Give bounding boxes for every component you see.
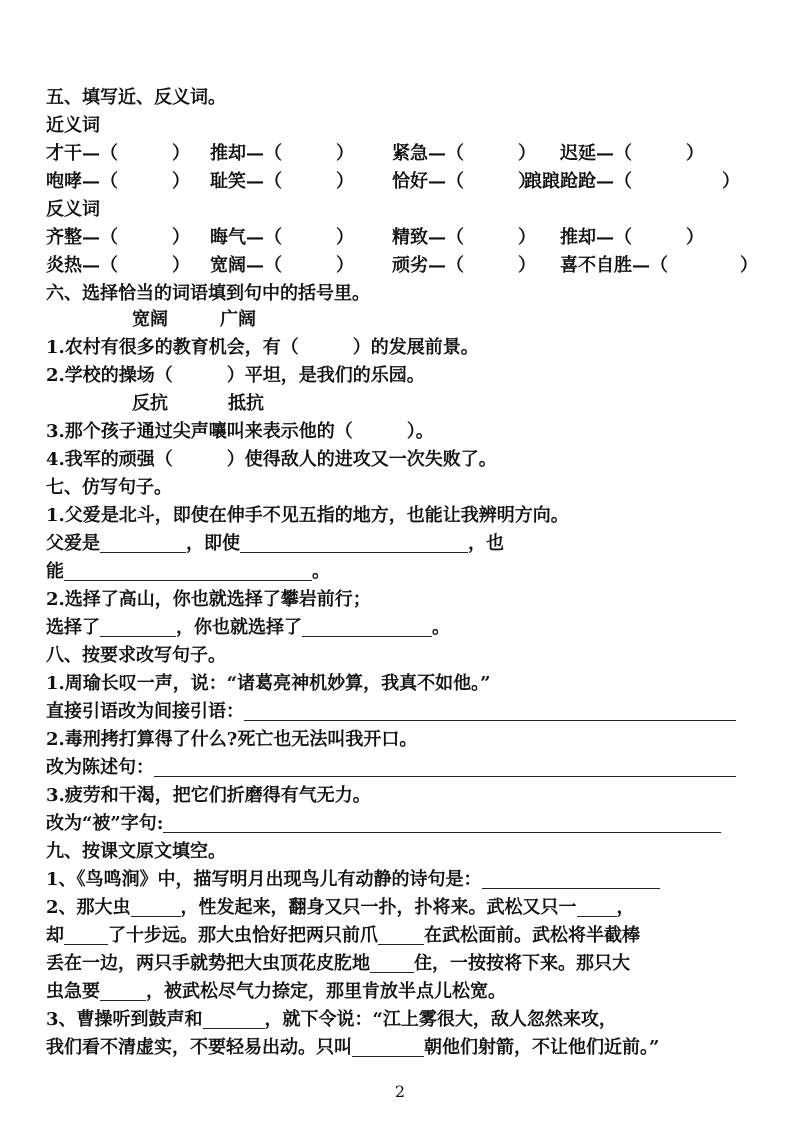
- anti-item: 齐整—（ ）: [46, 227, 190, 248]
- s7-answer-1-line-2: 能 。: [46, 561, 330, 582]
- section-8-title: 八、按要求改写句子。: [46, 645, 226, 666]
- near-item: 耻笑—（ ）: [210, 171, 354, 192]
- word-choice: 反抗: [132, 393, 168, 414]
- s8-answer-2: 改为陈述句：: [46, 754, 756, 782]
- s7-question-2: 2.选择了高山，你也就选择了攀岩前行；: [46, 589, 371, 610]
- s7-answer-1-line-1: 父爱是 ，即使 ，也: [46, 533, 504, 554]
- answer-blank[interactable]: [131, 896, 181, 917]
- answer-blank[interactable]: [352, 1036, 424, 1057]
- section-9-title: 九、按课文原文填空。: [46, 841, 226, 862]
- page-number: 2: [394, 1082, 406, 1101]
- s9-q2-line-2: 却 了十步远。那大虫恰好把两只前爪 在武松面前。武松将半截棒: [46, 925, 640, 946]
- near-item: 恰好—（ ）: [392, 171, 536, 192]
- s7-question-1: 1.父爱是北斗，即使在伸手不见五指的地方，也能让我辨明方向。: [46, 505, 569, 526]
- s8-answer-3: 改为“被”字句:: [46, 810, 756, 838]
- s9-q2-line-3: 丢在一边，两只手就势把大虫顶花皮肐地 住，一按按将下来。那只大: [46, 953, 630, 974]
- answer-blank[interactable]: [100, 532, 186, 553]
- s8-question-2: 2.毒刑拷打算得了什么?死亡也无法叫我开口。: [46, 729, 418, 750]
- s6-question-2: 2.学校的操场（ ）平坦，是我们的乐园。: [46, 365, 425, 386]
- s6-question-1: 1.农村有很多的教育机会，有（ ）的发展前景。: [46, 337, 479, 358]
- near-item: 推却—（ ）: [210, 143, 354, 164]
- s6-question-4: 4.我军的顽强（ ）使得敌人的进攻又一次失败了。: [46, 449, 497, 470]
- anti-item: 晦气—（ ）: [210, 227, 354, 248]
- word-choice: 抵抗: [228, 393, 264, 414]
- anti-item: 喜不自胜—（ ）: [560, 255, 758, 276]
- s8-question-3: 3.疲劳和干渴，把它们折磨得有气无力。: [46, 785, 371, 806]
- answer-blank[interactable]: [64, 924, 108, 945]
- near-item: 才干—（ ）: [46, 143, 190, 164]
- answer-blank[interactable]: [64, 560, 312, 581]
- anti-row-2: [46, 252, 766, 280]
- answer-blank[interactable]: [100, 980, 146, 1001]
- s9-q2-line-4: 虫急要 ，被武松尽气力捺定，那里肯放半点儿松宽。: [46, 981, 506, 1002]
- s9-question-1: 1、《鸟鸣涧》中，描写明月出现鸟儿有动静的诗句是：: [46, 866, 660, 894]
- answer-blank[interactable]: [302, 616, 432, 637]
- answer-line[interactable]: [154, 756, 736, 777]
- near-item: 迟延—（ ）: [560, 143, 704, 164]
- anti-item: 精致—（ ）: [392, 227, 536, 248]
- s7-answer-2: 选择了 ，你也就选择了 。: [46, 617, 450, 638]
- answer-line[interactable]: [482, 868, 660, 889]
- anti-item: 顽劣—（ ）: [392, 255, 536, 276]
- near-item: 紧急—（ ）: [392, 143, 536, 164]
- section-5-title: 五、填写近、反义词。: [46, 87, 226, 108]
- s9-q2-line-1: 2、那大虫 ，性发起来，翻身又只一扑，扑将来。武松又只一 ，: [46, 897, 635, 918]
- anti-row-1: [46, 224, 766, 252]
- s6-question-3: 3.那个孩子通过尖声嚷叫来表示他的（ ）。: [46, 421, 434, 442]
- answer-blank[interactable]: [100, 616, 176, 637]
- near-row-2: [46, 168, 766, 196]
- s8-answer-1: 直接引语改为间接引语：: [46, 698, 756, 726]
- near-item: 咆哮—（ ）: [46, 171, 190, 192]
- answer-blank[interactable]: [203, 1008, 265, 1029]
- antonym-label: 反义词: [46, 199, 100, 220]
- anti-item: 炎热—（ ）: [46, 255, 190, 276]
- near-item: 踉踉跄跄—（ ）: [524, 171, 740, 192]
- near-row-1: [46, 140, 766, 168]
- s9-q3-line-2: 我们看不清虚实，不要轻易出动。只叫 朝他们射箭，不让他们近前。”: [46, 1037, 660, 1058]
- s8-question-1: 1.周瑜长叹一声，说：“诸葛亮神机妙算，我真不如他。”: [46, 673, 491, 694]
- answer-line[interactable]: [163, 812, 721, 833]
- word-choice: 广阔: [220, 309, 256, 330]
- answer-blank[interactable]: [240, 532, 468, 553]
- s9-q3-line-1: 3、曹操听到鼓声和 ，就下令说：“江上雾很大，敌人忽然来攻，: [46, 1009, 617, 1030]
- word-choice: 宽阔: [132, 309, 168, 330]
- answer-blank[interactable]: [378, 924, 424, 945]
- answer-line[interactable]: [244, 700, 736, 721]
- near-synonym-label: 近义词: [46, 115, 100, 136]
- anti-item: 宽阔—（ ）: [210, 255, 354, 276]
- section-7-title: 七、仿写句子。: [46, 477, 172, 498]
- anti-item: 推却—（ ）: [560, 227, 704, 248]
- section-6-title: 六、选择恰当的词语填到句中的括号里。: [46, 283, 370, 304]
- answer-blank[interactable]: [370, 952, 414, 973]
- answer-blank[interactable]: [577, 896, 617, 917]
